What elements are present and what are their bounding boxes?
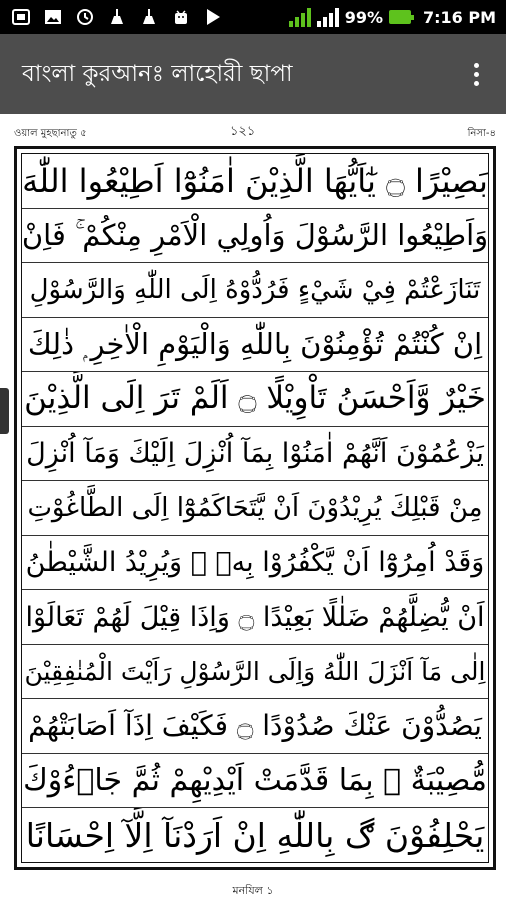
overflow-menu-button[interactable] [456,46,496,102]
app-title: বাংলা কুরআনঃ লাহোরী ছাপা [22,60,293,87]
side-drawer-handle[interactable] [0,388,9,434]
signal-strength-icon-2 [317,7,339,27]
battery-percent: 99% [344,7,383,27]
para-name: ওয়াল মুহছানাতু ৫ [14,128,87,139]
cleaner-icon-2 [138,7,160,27]
verse-line: خَيْرٌ وَّاَحْسَنُ تَاْوِيْلًا ۝ اَلَمْ تَرَ اِلَى الَّذِيْنَ [22,372,488,427]
verse-line: اِنْ كُنْتُمْ تُؤْمِنُوْنَ بِاللّٰهِ وَالْيَوْمِ الْاٰخِرِ ۭ ذٰلِكَ [22,318,488,373]
verse-line: مُّصِيْبَةٌ ۢ بِمَا قَدَّمَتْ اَيْدِيْهِمْ ثُمَّ جَاۗءُوْكَ [22,754,488,809]
gallery-icon [42,7,64,27]
quran-page[interactable] [0,114,506,900]
verse-line: اَنْ يُّضِلَّهُمْ ضَلٰلًا بَعِيْدًا ۝ وَاِذَا قِيْلَ لَهُمْ تَعَالَوْا [22,590,488,645]
verse-line: اِلٰى مَآ اَنْزَلَ اللّٰهُ وَاِلَى الرَّسُوْلِ رَاَيْتَ الْمُنٰفِقِيْنَ [22,645,488,700]
notification-icons [0,7,224,27]
play-store-icon [202,7,224,27]
data-saver-icon [74,7,96,27]
app-bar [0,34,506,114]
page-number: ১২১ [230,124,256,139]
manzil-label: মনযিল ১ [232,884,274,897]
screenshot-icon [10,7,32,27]
clock: 7:16 PM [422,7,496,27]
page-border-frame [14,146,496,870]
status-bar [0,0,506,34]
verse-line: مِنْ قَبْلِكَ يُرِيْدُوْنَ اَنْ يَّتَحَاكَمُوْٓا اِلَى الطَّاغُوْتِ [22,481,488,536]
verse-line: وَقَدْ اُمِرُوْٓا اَنْ يَّكْفُرُوْا بِهٖ ۭ وَيُرِيْدُ الشَّيْطٰنُ [22,536,488,591]
more-vert-icon [474,63,479,68]
verse-lines [21,153,489,863]
verse-line: بَصِيْرًا ۝ يٰٓاَيُّهَا الَّذِيْنَ اٰمَنُوْٓا اَطِيْعُوا اللّٰهَ [22,154,488,209]
verse-line: تَنَازَعْتُمْ فِيْ شَيْءٍ فَرُدُّوْهُ اِلَى اللّٰهِ وَالرَّسُوْلِ [22,263,488,318]
verse-line: يَحْلِفُوْنَ ڰ بِاللّٰهِ اِنْ اَرَدْنَآ اِلَّآ اِحْسَانًا [25,815,485,855]
verse-line: يَصُدُّوْنَ عَنْكَ صُدُوْدًا ۝ فَكَيْفَ اِذَآ اَصَابَتْهُمْ [22,699,488,754]
cleaner-icon [106,7,128,27]
more-vert-dot [474,72,479,77]
signal-strength-icon [289,7,311,27]
verse-line: يَزْعُمُوْنَ اَنَّهُمْ اٰمَنُوْا بِمَآ اُنْزِلَ اِلَيْكَ وَمَآ اُنْزِلَ [22,427,488,482]
more-vert-dot [474,81,479,86]
verse-line: وَاَطِيْعُوا الرَّسُوْلَ وَاُولِي الْاَمْرِ مِنْكُمْ ۚ فَاِنْ [22,209,488,264]
system-indicators [289,7,506,27]
android-icon [170,7,192,27]
page-header [0,122,506,142]
battery-charging-icon [389,10,411,24]
surah-name: নিসা-৪ [467,128,496,139]
